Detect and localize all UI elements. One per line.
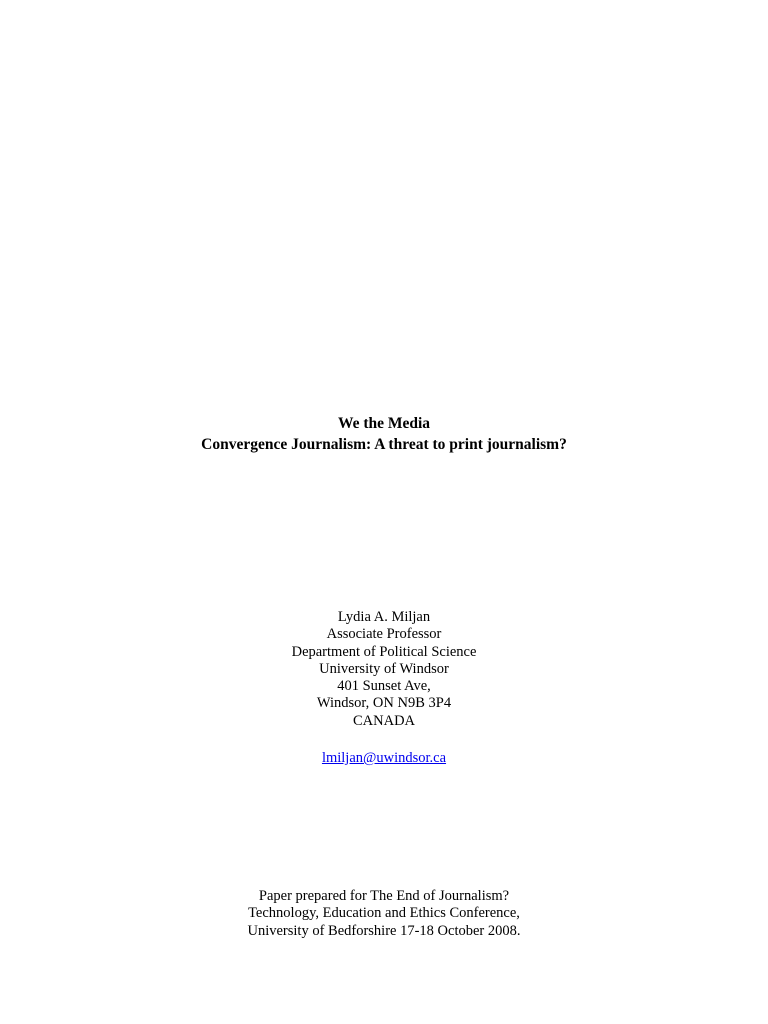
author-position: Associate Professor: [326, 626, 442, 643]
author-street: 401 Sunset Ave,: [337, 678, 431, 695]
paper-title: [0, 413, 768, 455]
author-country: CANADA: [352, 712, 416, 729]
author-department: Department of Political Science: [291, 643, 477, 660]
author-name: Lydia A. Miljan: [337, 609, 431, 625]
author-info: [0, 609, 768, 730]
email-link[interactable]: lmiljan@uwindsor.ca: [321, 750, 447, 766]
title-line-1: We the Media: [337, 415, 431, 432]
title-line-2: Convergence Journalism: A threat to print journalism?: [201, 436, 567, 453]
email-container: [0, 749, 768, 767]
author-city: Windsor, ON N9B 3P4: [316, 695, 452, 712]
conference-note: [0, 888, 768, 940]
conference-line-3: University of Bedforshire 17-18 October 2008.: [247, 922, 521, 939]
author-university: University of Windsor: [319, 660, 449, 677]
conference-line-1: Paper prepared for The End of Journalism?: [258, 888, 510, 904]
conference-line-2: Technology, Education and Ethics Conference,: [248, 905, 520, 922]
